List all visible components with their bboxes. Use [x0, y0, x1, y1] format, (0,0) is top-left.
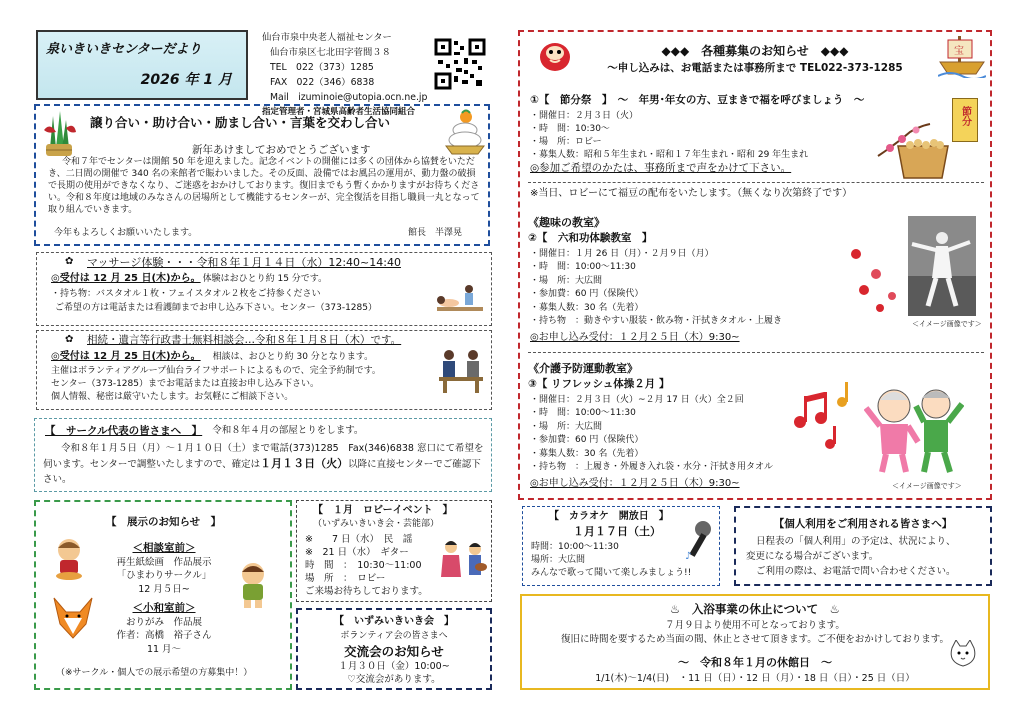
- hobby-apply: ◎お申し込み受付：１２月２５日（木）9:30~: [530, 332, 740, 343]
- org-address: 仙台市泉区七北田字菅間３８: [270, 47, 391, 58]
- setsubun-detail: ・募集人数：昭和５年生まれ・昭和１７年生まれ・昭和 29 年生まれ: [530, 150, 809, 160]
- exhibit-sec2: ＜小和室前＞: [132, 602, 196, 614]
- lobby-place: 場 所 ： ロビー: [305, 573, 386, 584]
- setsubun-badge-text: 節分: [959, 106, 971, 126]
- greeting-signature: 館長 半澤晃: [408, 228, 463, 238]
- legal-box: [36, 330, 492, 410]
- massage-deadline: ◎受付は 12 月 25 日(木)から。: [51, 273, 201, 284]
- bath-line-2: 復旧に時間を要するため当面の間、休止とさせて頂きます。ご不便をおかけしております。: [561, 634, 949, 645]
- legal-body-1: 主催はボランティアグループ仙台ライフサポートによるもので、完全予約制です。: [51, 366, 381, 376]
- care-heading: 《介護予防運動教室》: [528, 362, 638, 375]
- flower-icon: ✿: [65, 334, 74, 345]
- setsubun-badge: [952, 98, 978, 142]
- setsubun-detail: ・時 間：10:30～: [530, 124, 610, 134]
- exhibit-sec1: ＜相談室前＞: [132, 542, 196, 554]
- doll-icon: [50, 536, 88, 580]
- exhibit-sec2-line2: 作者：高橋 裕子さん: [116, 630, 212, 641]
- greeting-closing: 今年もよろしくお願いいたします。: [54, 228, 198, 238]
- hobby-heading: 《趣味の教室》: [528, 216, 605, 229]
- legal-title: 相続・遺言等行政書士無料相談会…令和８年１月８日（木）です。: [87, 334, 402, 346]
- karaoke-date: １月１７日（土）: [573, 525, 661, 538]
- recruit-sub: ～申し込みは、お電話または事務所まで TEL022-373-1285: [607, 62, 903, 74]
- setsubun-detail: ・開催日：２月３日（火）: [530, 111, 639, 121]
- club-title: 【 いずみいきいき会 】: [334, 616, 454, 627]
- circle-body: [43, 441, 485, 487]
- circle-body-text: 令和８年１月５日（月）～１月１０日（土）まで電話(373)1285 Fax(346)6838 窓口にて希望を伺います。センターで調整いたしますので、確定は: [43, 443, 484, 470]
- lobby-note: ご来場お待ちしております。: [305, 586, 428, 597]
- karaoke-box: [522, 506, 720, 586]
- image-note: ＜イメージ画像です＞: [892, 482, 962, 490]
- circle-title-note: 令和８年４月の部屋とりをします。: [212, 425, 364, 436]
- recruit-title: ◆◆◆ 各種募集のお知らせ ◆◆◆: [661, 44, 849, 58]
- greeting-slogan: 譲り合い・助け合い・励まし合い・言葉を交わし合い: [90, 115, 391, 130]
- org-name: 仙台市泉中央老人福祉センター: [262, 32, 392, 43]
- personal-body-1: 日程表の「個人利用」の予定は、状況により、: [756, 536, 956, 547]
- care-title: ③【 リフレッシュ体操２月 】: [528, 378, 670, 390]
- bath-line-1: ７月９日より使用不可となっております。: [665, 620, 845, 631]
- cat-icon: [948, 640, 978, 668]
- personal-title: 【個人利用をご利用される皆さまへ】: [773, 518, 953, 530]
- flower-icon: ✿: [65, 256, 74, 267]
- lobby-time: 時 間 ： 10:30～11:00: [305, 560, 422, 571]
- hobby-title: ②【 六和功体験教室 】: [528, 232, 653, 244]
- personal-body-3: ご利用の際は、お電話で問い合わせください。: [756, 566, 956, 577]
- setsubun-detail: ・場 所：ロビー: [530, 137, 602, 147]
- exercising-seniors-icon: [864, 376, 964, 476]
- music-notes-icon: [790, 382, 860, 452]
- kagami-mochi-icon: [442, 108, 488, 156]
- setsubun-note: ※当日、ロビーにて福豆の配布をいたします。（無くなり次第終了です）: [530, 188, 853, 199]
- care-detail: ・開催日：２月３日（火）~２月 17 日（火）全２回: [530, 395, 744, 405]
- holiday-title: ～ 令和８年１月の休館日 ～: [678, 656, 832, 669]
- massage-box: [36, 252, 492, 326]
- plum-blossom-icon: [846, 244, 906, 314]
- exhibit-box: [34, 500, 292, 690]
- care-detail: ・募集人数：30 名（先着）: [530, 448, 644, 459]
- club-note: ♡交流会があります。: [347, 674, 441, 685]
- club-box: [296, 608, 492, 690]
- hobby-detail: ・持ち物 ：動きやすい服装・飲み物・汗拭きタオル・上履き: [530, 316, 783, 327]
- setsubun-apply: ◎参加ご希望のかたは、事務所まで声をかけて下さい。: [530, 162, 792, 174]
- kadomatsu-icon: [40, 108, 78, 158]
- image-note: ＜イメージ画像です＞: [912, 320, 982, 328]
- lobby-sub: （いずみいきいき会・芸能部）: [313, 519, 440, 529]
- org-fax: FAX 022（346）6838: [270, 77, 375, 88]
- exhibit-sec2-line1: おりがみ 作品展: [125, 616, 202, 628]
- lobby-box: [296, 500, 492, 602]
- taichi-photo-icon: [908, 216, 976, 316]
- lobby-event-2: ※ 21 日（水） ギター: [305, 547, 409, 558]
- massage-items: ・持ち物：バスタオル１枚・フェイスタオル２枚をご持参ください: [51, 289, 321, 299]
- club-date: １月３０日（金）10:00~: [338, 661, 450, 672]
- care-detail: ・参加費：60 円（保険代）: [530, 435, 644, 446]
- recruit-box: [518, 30, 992, 500]
- hobby-detail: ・場 所：大広間: [530, 275, 603, 286]
- greeting-body: 令和７年でセンターは開館 50 年を迎えました。記念イベントの開催には多くの団体から協賛をいただき、二日間の開催で 340 名の来館者で賑わいました。その反面、設備ではお風呂の運用が、動力盤の破損で長期の使用ができなくなり、ご迷惑をおかけしております。復旧までもう暫くかかりますがお待ちください。令和８年度は地域のみなさんの居場所として機能するセンターが、完全復活を目指し職員一丸となって取り組んでいきます。: [48, 157, 480, 215]
- svg-text:宝: 宝: [954, 46, 964, 57]
- care-detail: ・場 所：大広間: [530, 421, 603, 432]
- exhibit-title: 【 展示のお知らせ 】: [106, 516, 222, 528]
- performers-icon: [439, 537, 489, 583]
- exhibit-sec1-line2: 「ひまわりサークル」: [116, 570, 212, 581]
- legal-deadline: ◎受付は 12 月 25 日(木)から。: [51, 351, 201, 362]
- massage-apply: ご希望の方は電話または看護師までお申し込み下さい。センター（373-1285）: [55, 303, 377, 313]
- care-apply: ◎お申し込み受付：１２月２５日（木）9:30~: [530, 478, 740, 489]
- exhibit-sec2-line3: 11 月～: [146, 643, 182, 655]
- legal-duration: 相談は、おひとり約 30 分となります。: [212, 352, 374, 362]
- hobby-detail: ・参加費：60 円（保険代）: [530, 289, 644, 300]
- club-sub: ボランティア会の皆さまへ: [340, 631, 448, 641]
- karaoke-note: みんなで歌って聞いて楽しみましょう!!: [531, 568, 692, 578]
- org-tel: TEL 022（373）1285: [270, 62, 374, 73]
- personal-box: [734, 506, 992, 586]
- karaoke-title: 【 カラオケ 開放日 】: [549, 511, 669, 522]
- lobby-event-1: ※ 7 日（水） 民 謡: [305, 534, 413, 545]
- circle-title: 【 サークル代表の皆さまへ 】: [45, 425, 203, 437]
- origami-fox-icon: [50, 594, 96, 648]
- qr-code-icon[interactable]: [434, 38, 486, 90]
- org-manager: 指定管理者・宮城県高齢者生活協同組合: [262, 107, 416, 117]
- massage-illustration-icon: [435, 283, 485, 319]
- exhibit-note: （※サークル・個人での展示希望の方募集中！）: [56, 668, 253, 678]
- legal-body-3: 個人情報、秘密は厳守いたします。お気軽にご相談下さい。: [51, 392, 294, 402]
- issue-date: 2026 年 1 月: [140, 72, 232, 88]
- massage-title: マッサージ体験・・・令和８年１月１４日（水）12:40~14:40: [87, 256, 401, 269]
- consultation-illustration-icon: [437, 343, 485, 395]
- hobby-detail: ・時 間：10:00～11:30: [530, 262, 636, 273]
- bath-box: [520, 594, 990, 690]
- hobby-detail: ・開催日：１月 26 日（月）・２月９日（月）: [530, 249, 714, 259]
- exhibit-sec1-line1: 再生紙絵画 作品展示: [116, 556, 212, 568]
- svg-text:♪: ♪: [685, 551, 692, 562]
- lobby-title: 【 １月 ロビーイベント 】: [313, 505, 453, 516]
- hobby-detail: ・募集人数：30 名（先着）: [530, 302, 644, 313]
- exhibit-sec1-line3: 12 月５日~: [138, 583, 190, 595]
- circle-box: [34, 418, 492, 492]
- karaoke-time: 時間：10:00～11:30: [531, 542, 619, 552]
- bath-title: ♨ 入浴事業の休止について ♨: [670, 602, 840, 616]
- greeting-title: 新年あけましておめでとうございます: [192, 144, 371, 156]
- care-detail: ・時 間：10:00～11:30: [530, 408, 636, 419]
- karaoke-place: 場所：大広間: [531, 555, 586, 565]
- club-headline: 交流会のお知らせ: [344, 644, 444, 659]
- newsletter-title: 泉いきいきセンターだより: [46, 42, 202, 57]
- care-detail: ・持ち物 ：上履き・外履き入れ袋・水分・汗拭き用タオル: [530, 462, 774, 473]
- massage-duration: 体験はおひとり約 15 分です。: [202, 274, 328, 284]
- setsubun-title: ①【 節分祭 】 ～ 年男･年女の方、豆まきで福を呼びましょう ～: [530, 94, 865, 106]
- legal-body-2: センター（373-1285）までお電話または直接お申し込み下さい。: [51, 379, 319, 389]
- greeting-box: [34, 104, 490, 246]
- holiday-list: 1/1(木)～1/4(日) ・11 日（日）・12 日（月）・18 日（日）・25 日（日）: [595, 673, 915, 684]
- circle-confirm-date: １月１３日（火）: [260, 457, 349, 470]
- circle-body-text-2: 以降に直接センターでご確認下さい。: [43, 459, 481, 485]
- header-title-box: [36, 30, 248, 100]
- microphone-icon: [683, 519, 715, 563]
- personal-body-2: 変更になる場合がございます。: [746, 551, 879, 562]
- org-mail: Mail izuminoie@utopia.ocn.ne.jp: [270, 92, 428, 103]
- boy-doll-icon: [234, 560, 272, 612]
